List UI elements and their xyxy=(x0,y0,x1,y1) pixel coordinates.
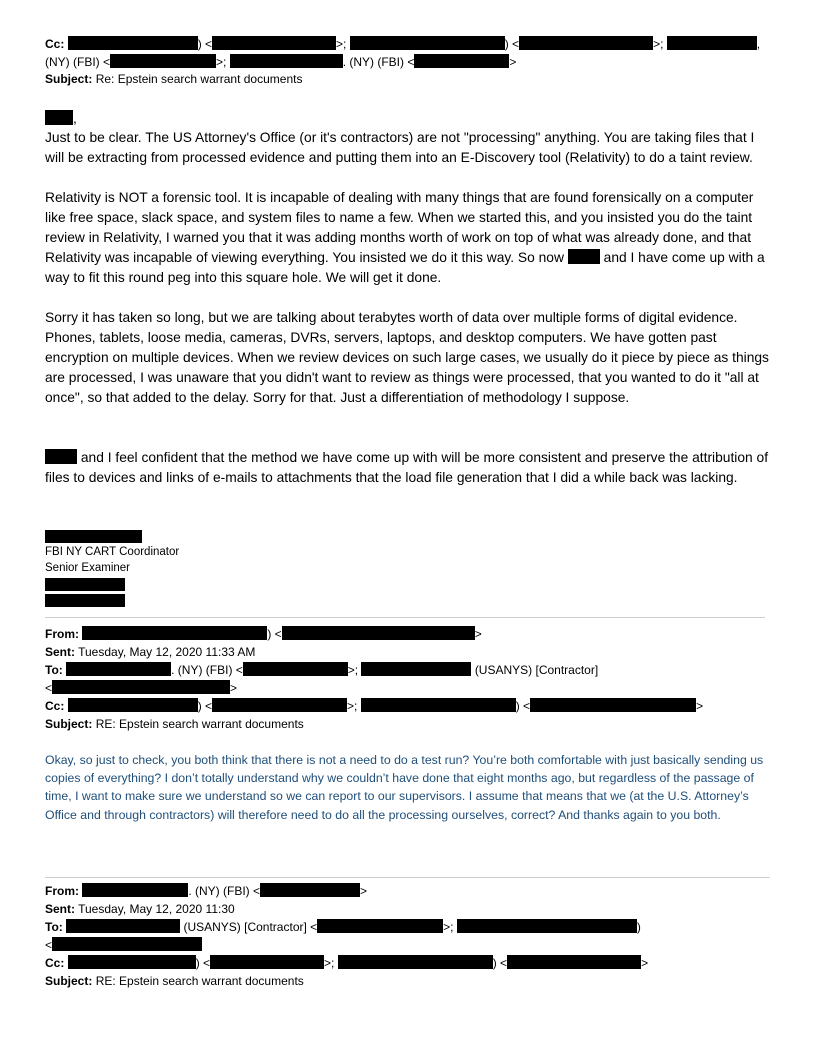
sent-text: Tuesday, May 12, 2020 11:30 xyxy=(78,902,235,916)
redaction xyxy=(519,36,653,50)
redaction xyxy=(667,36,757,50)
header-text: ) < xyxy=(515,699,531,713)
subject-label: Subject: xyxy=(45,974,93,988)
header-text: (NY) (FBI) < xyxy=(45,55,110,69)
redaction xyxy=(457,919,637,933)
header-text: > xyxy=(360,884,368,898)
redaction xyxy=(212,698,347,712)
to-line xyxy=(45,662,598,679)
redaction xyxy=(82,626,267,640)
redaction xyxy=(68,698,198,712)
paragraph-4-line1: and I feel confident that the method we have come up with will be more consistent and preserve the xyxy=(80,450,689,465)
subject-line xyxy=(45,716,304,733)
from-label: From: xyxy=(45,884,79,898)
cc-label: Cc: xyxy=(45,699,65,713)
redaction xyxy=(66,919,180,933)
header-text: , xyxy=(756,37,761,51)
to-line-2 xyxy=(45,680,237,697)
to-label: To: xyxy=(45,920,63,934)
redaction xyxy=(414,54,509,68)
from-label: From: xyxy=(45,627,79,641)
redaction xyxy=(210,955,324,969)
from-line xyxy=(45,626,482,643)
header-text: < xyxy=(45,938,53,952)
redaction xyxy=(317,919,443,933)
header-text: (USANYS) [Contractor] < xyxy=(183,920,318,934)
salutation xyxy=(45,109,77,129)
cc-line xyxy=(45,698,703,715)
redaction xyxy=(243,662,348,676)
header-text: ) < xyxy=(197,37,213,51)
paragraph-4 xyxy=(45,448,775,488)
redaction xyxy=(230,54,343,68)
subject-label: Subject: xyxy=(45,72,93,86)
redaction xyxy=(507,955,641,969)
paragraph-1: Just to be clear. The US Attorney's Office (or it's contractors) are not "processing" anything. You are taking files that I will be extracting from processed evidence and putting them into an E-Discovery tool (Relativity) to do a taint review. xyxy=(45,130,755,165)
paragraph-4-rest: attribution of files to devices and links of e-mails to attachments that the load file generation that I did a while back was lacking. xyxy=(45,450,769,485)
sent-line xyxy=(45,644,255,661)
cc-line xyxy=(45,955,648,972)
cc-line-2 xyxy=(45,54,516,71)
redaction xyxy=(52,937,202,951)
sent-line xyxy=(45,901,235,918)
sent-text: Tuesday, May 12, 2020 11:33 AM xyxy=(78,645,256,659)
subject-text: Re: Epstein search warrant documents xyxy=(95,72,303,86)
redaction xyxy=(530,698,696,712)
subject-line xyxy=(45,973,304,990)
redaction xyxy=(350,36,505,50)
from-line xyxy=(45,883,367,900)
header-text: >; xyxy=(443,920,454,934)
paragraph-2 xyxy=(45,188,775,288)
header-text: ) xyxy=(636,920,641,934)
cc-label: Cc: xyxy=(45,956,65,970)
header-text: > xyxy=(230,681,238,695)
header-text: >; xyxy=(653,37,664,51)
redaction xyxy=(82,883,188,897)
paragraph-2-end: and I have come up with a way to fit this round peg into this square hole. We will get it done. xyxy=(45,250,765,285)
paragraph-3: Sorry it has taken so long, but we are talking about terabytes worth of data over multiple forms of digital evidence. Phones, tablets, loose media, cameras, DVRs, servers, laptops, and desktop computers. We have gotten past encryption on multiple devices. When we review devices on such large cases, we usually do it piece by piece as things are processed, I was unaware that you didn't want to review as things were processed, that you wanted to do it "all at once", so that added to the delay. Sorry for that. Just a differentiation of methodology I suppose. xyxy=(45,310,769,405)
header-text: > xyxy=(474,627,482,641)
sent-label: Sent: xyxy=(45,902,75,916)
header-text: >; xyxy=(324,956,335,970)
header-text: . (NY) (FBI) < xyxy=(171,663,243,677)
redaction xyxy=(361,698,516,712)
header-text: . (NY) (FBI) < xyxy=(188,884,261,898)
quoted-email-body: Okay, so just to check, you both think that there is not a need to do a test run? You’re both comfortable with just basically sending us copies of everything? I don’t totally understand why we couldn’t have done that eight months ago, but regardless of the passage of time, I want to make sure we understand so we can report to our supervisors. I assume that means that we (at the U.S. Attorney’s Office and through contractors) will therefore need to do all the processing ourselves, correct? And thanks again to you both. xyxy=(45,753,764,822)
separator xyxy=(45,877,770,878)
redaction xyxy=(212,36,336,50)
header-text: ) < xyxy=(197,699,213,713)
header-text: >; xyxy=(347,663,359,677)
redaction xyxy=(68,36,198,50)
header-text: > xyxy=(509,55,517,69)
paragraph-2-text: Relativity is NOT a forensic tool. It is incapable of dealing with many things that are found forensically on a computer like free space, slack space, and system files to name a few. When we started this, and you insisted you do the taint review in Relativity, I warned you that it was adding months worth of work on top of what was already done, and that Relativity was incapable of viewing everything. You insisted we do it this way. So now xyxy=(45,190,754,265)
redaction xyxy=(361,662,471,676)
header-text: ) < xyxy=(267,627,282,641)
header-text: >; xyxy=(347,699,358,713)
subject-label: Subject: xyxy=(45,717,93,731)
separator xyxy=(45,617,765,618)
redaction xyxy=(568,249,600,264)
header-text: >; xyxy=(216,55,227,69)
subject-text: RE: Epstein search warrant documents xyxy=(95,717,304,731)
redaction xyxy=(45,110,73,125)
subject-line xyxy=(45,71,302,88)
redaction xyxy=(260,883,360,897)
signature-title-1: FBI NY CART Coordinator xyxy=(45,546,180,558)
header-text: (USANYS) [Contractor] xyxy=(474,663,599,677)
header-text: ) < xyxy=(504,37,520,51)
to-label: To: xyxy=(45,663,63,677)
redaction xyxy=(110,54,216,68)
redaction xyxy=(66,662,171,676)
redaction xyxy=(52,680,230,694)
cc-label: Cc: xyxy=(45,37,65,51)
redaction xyxy=(45,449,77,464)
header-text: ) < xyxy=(492,956,508,970)
header-text: . (NY) (FBI) < xyxy=(342,55,415,69)
redaction xyxy=(68,955,196,969)
signature-name-redaction xyxy=(45,530,142,543)
cc-line-1 xyxy=(45,36,760,53)
header-text: ) < xyxy=(195,956,211,970)
redaction xyxy=(338,955,493,969)
signature-title-2: Senior Examiner xyxy=(45,562,131,574)
sent-label: Sent: xyxy=(45,645,75,659)
header-text: > xyxy=(641,956,649,970)
signature-redaction xyxy=(45,594,125,607)
signature-redaction xyxy=(45,578,125,591)
subject-text: RE: Epstein search warrant documents xyxy=(95,974,304,988)
salutation-comma: , xyxy=(73,111,77,126)
redaction xyxy=(282,626,475,640)
header-text: > xyxy=(696,699,704,713)
to-line-2 xyxy=(45,937,202,954)
to-line xyxy=(45,919,641,936)
header-text: < xyxy=(45,681,53,695)
header-text: >; xyxy=(336,37,347,51)
